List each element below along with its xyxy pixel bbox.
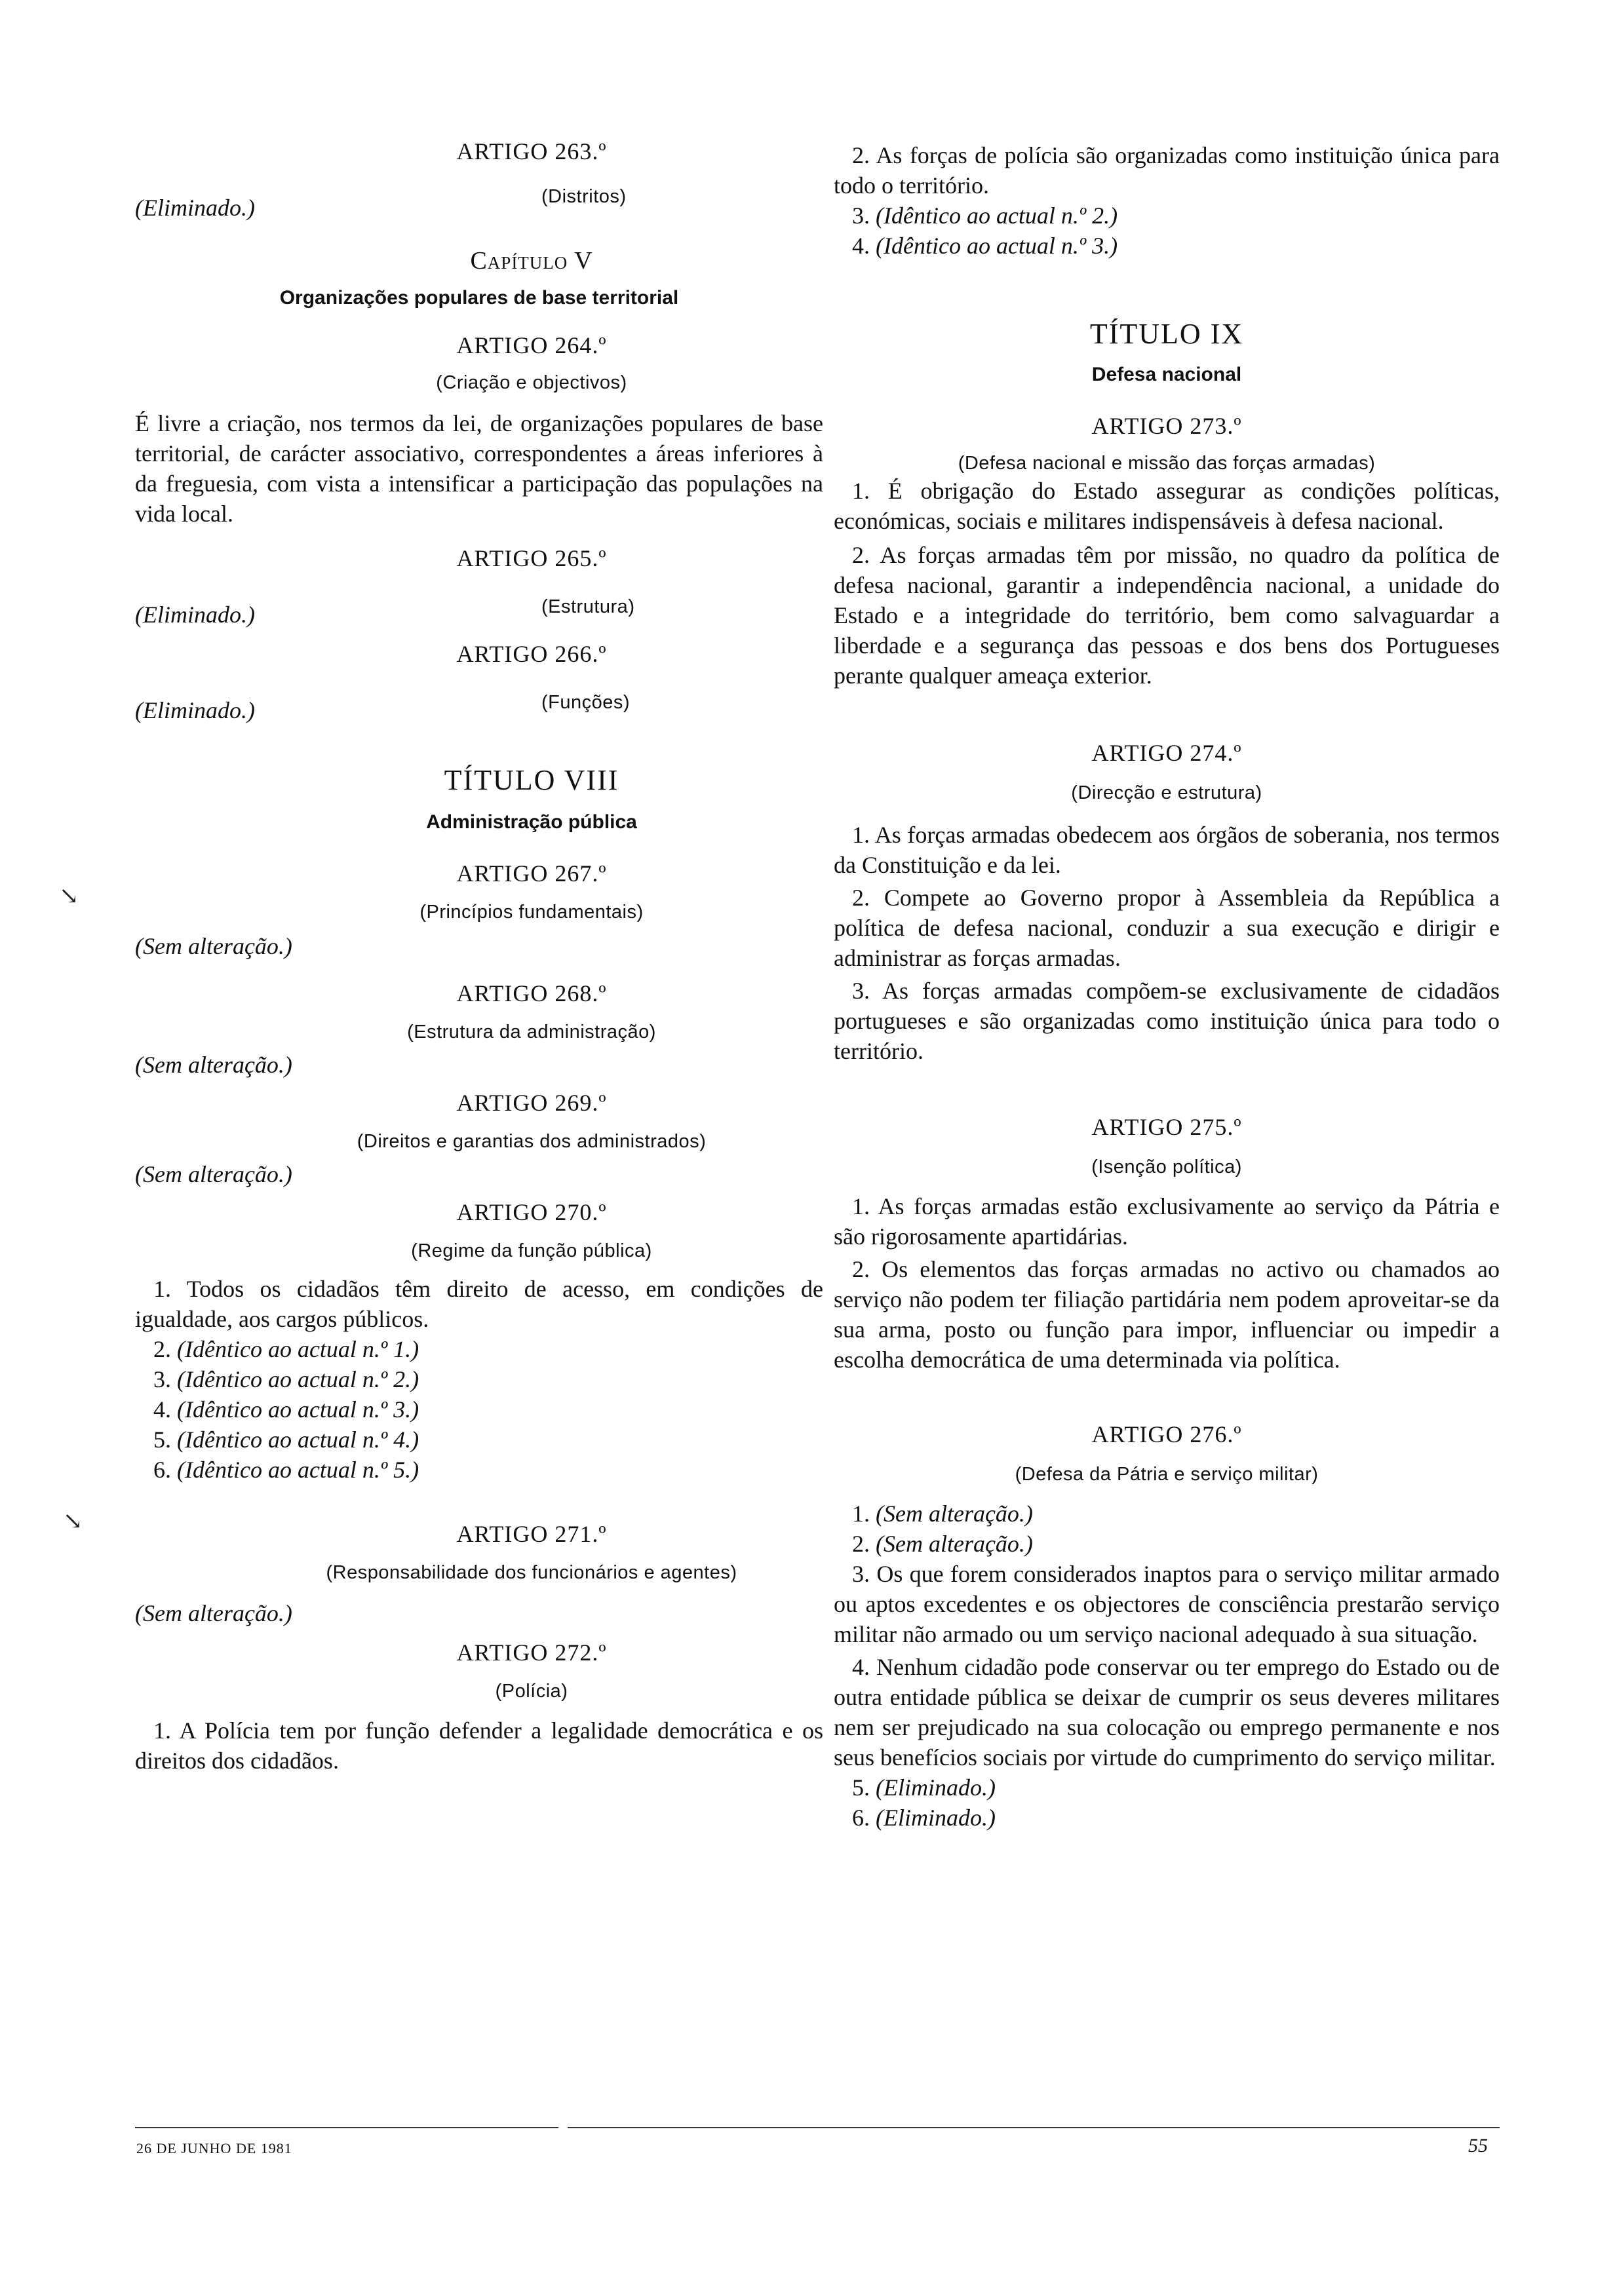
article-275-heading: ARTIGO 275.º xyxy=(1091,1114,1242,1140)
article-269-note: (Sem alteração.) xyxy=(135,1161,292,1187)
article-264-subtitle: (Criação e objectivos) xyxy=(436,372,627,393)
article-276-subtitle: (Defesa da Pátria e serviço militar) xyxy=(1015,1464,1319,1485)
item-text: (Idêntico ao actual n.º 1.) xyxy=(177,1336,419,1362)
item-text: (Eliminado.) xyxy=(876,1774,996,1801)
article-276-items-2 xyxy=(834,1772,1500,1833)
article-276-paragraph-3: 3. Os que forem considerados inaptos para o serviço militar armado ou aptos excedentes e os objectores de consciência prestarão serviço militar não armado ou um serviço nacional adequado à sua situação. xyxy=(834,1561,1500,1647)
list-item xyxy=(852,201,1500,231)
article-273-paragraph-2: 2. As forças armadas têm por missão, no quadro da política de defesa nacional, garantir a independência nacional, a unidade do Estado e a integridade do território, bem como salvaguardar a liberdade e a segurança das pessoas e dos bens dos Portugueses perante qualquer ameaça exterior. xyxy=(834,542,1500,689)
article-266-block xyxy=(135,681,823,724)
article-273-subtitle: (Defesa nacional e missão das forças armadas) xyxy=(958,453,1376,474)
article-271-note: (Sem alteração.) xyxy=(135,1600,292,1626)
article-275-subtitle: (Isenção política) xyxy=(1091,1157,1242,1177)
title-ix-heading: TÍTULO IX xyxy=(1089,318,1244,350)
article-270-items xyxy=(135,1334,823,1485)
article-267-subtitle: (Princípios fundamentais) xyxy=(419,902,644,923)
article-265-subtitle: (Estrutura) xyxy=(541,596,635,617)
item-text: (Idêntico ao actual n.º 2.) xyxy=(876,202,1118,229)
article-274-paragraph-3: 3. As forças armadas compõem-se exclusivamente de cidadãos portugueses e são organizadas como instituição única para todo o território. xyxy=(834,978,1500,1064)
article-265-note: (Eliminado.) xyxy=(135,602,255,628)
article-263-heading: ARTIGO 263.º xyxy=(456,138,607,164)
article-274-paragraph-2: 2. Compete ao Governo propor à Assembleia da República a política de defesa nacional, conduzir a sua execução e dirigir e administrar as forças armadas. xyxy=(834,885,1500,971)
list-item xyxy=(153,1394,823,1425)
item-text: (Sem alteração.) xyxy=(876,1531,1033,1557)
article-270-subtitle: (Regime da função pública) xyxy=(411,1240,652,1261)
list-item xyxy=(852,231,1500,261)
article-266-subtitle: (Funções) xyxy=(541,691,631,713)
article-272-paragraph-1: 1. A Polícia tem por função defender a legalidade democrática e os direitos dos cidadãos. xyxy=(135,1717,823,1774)
title-viii-subtitle: Administração pública xyxy=(426,811,637,833)
item-text: (Idêntico ao actual n.º 3.) xyxy=(177,1396,419,1423)
margin-mark: ↘ xyxy=(59,883,79,909)
item-text: (Idêntico ao actual n.º 4.) xyxy=(177,1426,419,1453)
chapter-v-heading: Capítulo V xyxy=(470,247,593,275)
item-text: (Idêntico ao actual n.º 5.) xyxy=(177,1457,419,1483)
article-273-heading: ARTIGO 273.º xyxy=(1091,413,1242,439)
right-column xyxy=(834,140,1500,1833)
item-text: (Eliminado.) xyxy=(876,1805,996,1831)
item-text: (Idêntico ao actual n.º 3.) xyxy=(876,233,1118,259)
article-268-subtitle: (Estrutura da administração) xyxy=(407,1022,656,1043)
item-number: 4. xyxy=(153,1396,171,1423)
article-267-note: (Sem alteração.) xyxy=(135,933,292,959)
list-item xyxy=(852,1529,1500,1559)
list-item xyxy=(852,1803,1500,1833)
article-272-heading: ARTIGO 272.º xyxy=(456,1639,607,1666)
article-276-heading: ARTIGO 276.º xyxy=(1091,1421,1242,1447)
article-269-subtitle: (Direitos e garantias dos administrados) xyxy=(357,1131,707,1152)
title-viii-heading: TÍTULO VIII xyxy=(444,764,619,796)
list-item xyxy=(153,1425,823,1455)
item-number: 2. xyxy=(852,1531,870,1557)
item-number: 5. xyxy=(153,1426,171,1453)
left-column xyxy=(135,138,823,1776)
article-274-subtitle: (Direcção e estrutura) xyxy=(1071,782,1262,803)
article-268-note: (Sem alteração.) xyxy=(135,1052,292,1078)
article-272-items xyxy=(834,201,1500,261)
article-268-heading: ARTIGO 268.º xyxy=(456,980,607,1006)
footer-rule-left xyxy=(135,2127,558,2128)
article-263-note: (Eliminado.) xyxy=(135,195,255,221)
item-number: 5. xyxy=(852,1774,870,1801)
list-item xyxy=(852,1772,1500,1803)
article-263-block xyxy=(135,172,823,221)
list-item xyxy=(153,1334,823,1364)
article-265-heading: ARTIGO 265.º xyxy=(456,545,607,571)
item-number: 6. xyxy=(852,1805,870,1831)
article-274-paragraph-1: 1. As forças armadas obedecem aos órgãos de soberania, nos termos da Constituição e da lei. xyxy=(834,822,1500,878)
item-number: 2. xyxy=(153,1336,171,1362)
article-265-block xyxy=(135,585,823,628)
list-item xyxy=(153,1455,823,1485)
title-ix-subtitle: Defesa nacional xyxy=(1091,364,1242,385)
article-275-paragraph-2: 2. Os elementos das forças armadas no activo ou chamados ao serviço não podem ter filiação partidária nem podem aproveitar-se da sua arma, posto ou função para impor, influenciar ou impedir a escolha democrática de uma determinada via política. xyxy=(834,1256,1500,1373)
article-272-subtitle: (Polícia) xyxy=(495,1681,568,1702)
article-266-heading: ARTIGO 266.º xyxy=(456,641,607,667)
page-number: 55 xyxy=(1468,2135,1488,2156)
article-274-heading: ARTIGO 274.º xyxy=(1091,740,1242,766)
list-item xyxy=(153,1364,823,1394)
article-276-paragraph-4: 4. Nenhum cidadão pode conservar ou ter emprego do Estado ou de outra entidade pública se deixar de cumprir os seus deveres militares nem ser prejudicado na sua colocação ou emprego permanente e nos seus benefícios sociais por virtude do cumprimento do serviço militar. xyxy=(834,1654,1500,1770)
item-text: (Sem alteração.) xyxy=(876,1501,1033,1527)
footer-rule-right xyxy=(568,2127,1500,2128)
article-267-heading: ARTIGO 267.º xyxy=(456,860,607,887)
article-264-heading: ARTIGO 264.º xyxy=(456,332,607,358)
footer-date: 26 DE JUNHO DE 1981 xyxy=(136,2140,292,2156)
article-270-heading: ARTIGO 270.º xyxy=(456,1199,607,1225)
article-271-subtitle: (Responsabilidade dos funcionários e agentes) xyxy=(326,1562,737,1583)
article-272-paragraph-2: 2. As forças de polícia são organizadas como instituição única para todo o território. xyxy=(834,142,1500,199)
article-264-text: É livre a criação, nos termos da lei, de organizações populares de base territorial, de carácter associativo, correspondentes a áreas inferiores à da freguesia, com vista a intensificar a participação das populações na vida local. xyxy=(135,410,823,527)
article-273-paragraph-1: 1. É obrigação do Estado assegurar as condições políticas, económicas, sociais e militares indispensáveis à defesa nacional. xyxy=(834,478,1500,534)
article-271-heading: ARTIGO 271.º xyxy=(456,1521,607,1547)
article-263-subtitle: (Distritos) xyxy=(541,185,627,207)
margin-mark: ↘ xyxy=(63,1508,83,1534)
list-item xyxy=(852,1499,1500,1529)
article-266-note: (Eliminado.) xyxy=(135,697,255,723)
item-number: 3. xyxy=(153,1366,171,1392)
article-276-items-1 xyxy=(834,1499,1500,1559)
item-number: 3. xyxy=(852,202,870,229)
item-number: 4. xyxy=(852,233,870,259)
item-number: 1. xyxy=(852,1501,870,1527)
item-text: (Idêntico ao actual n.º 2.) xyxy=(177,1366,419,1392)
article-275-paragraph-1: 1. As forças armadas estão exclusivamente ao serviço da Pátria e são rigorosamente apartidárias. xyxy=(834,1193,1500,1250)
chapter-v-subtitle: Organizações populares de base territorial xyxy=(279,287,679,309)
article-269-heading: ARTIGO 269.º xyxy=(456,1090,607,1116)
article-270-paragraph-1: 1. Todos os cidadãos têm direito de acesso, em condições de igualdade, aos cargos públicos. xyxy=(135,1276,823,1332)
item-number: 6. xyxy=(153,1457,171,1483)
